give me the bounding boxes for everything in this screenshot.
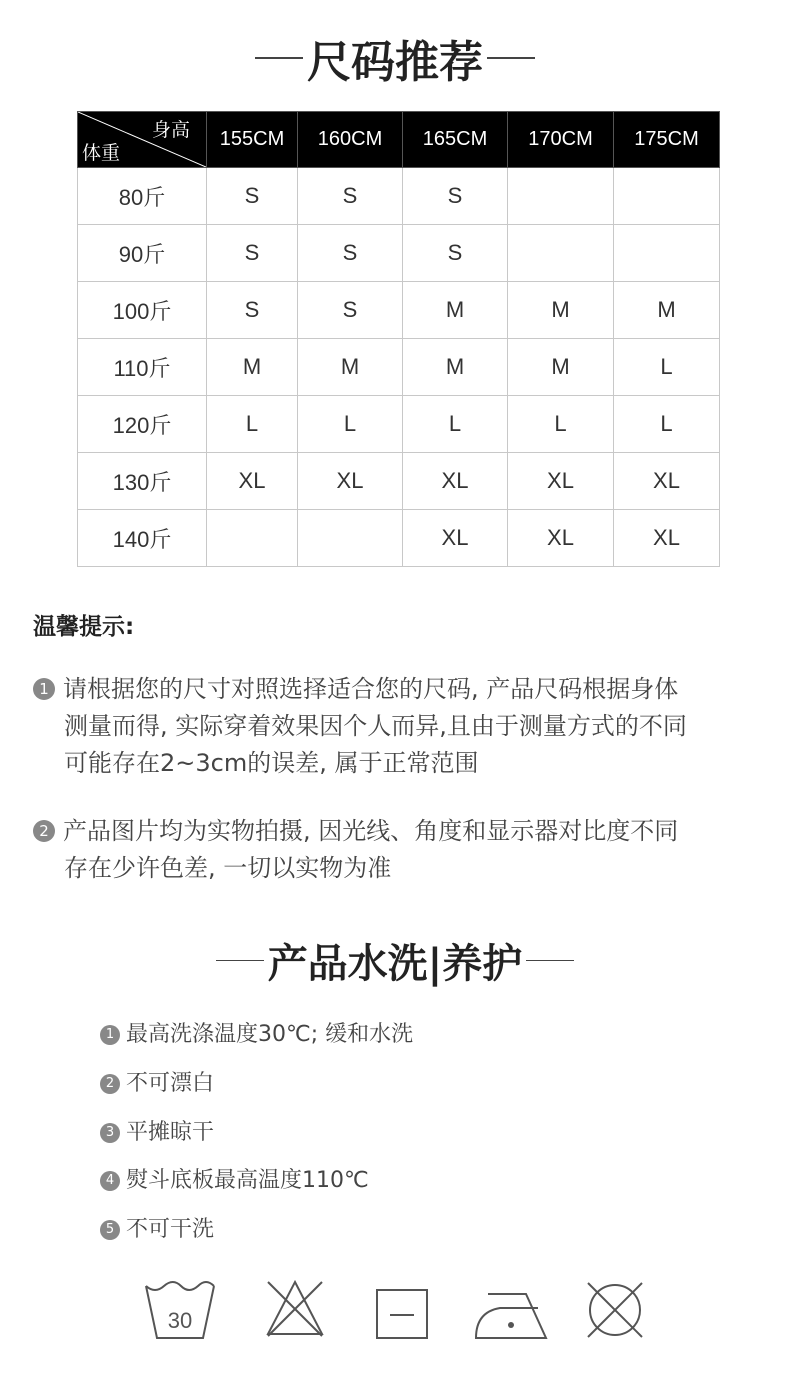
size-cell: S <box>403 168 508 225</box>
tip-line: 存在少许色差, 一切以实物为准 <box>64 854 392 882</box>
care-number-badge: 4 <box>100 1171 120 1191</box>
weight-cell: 130斤 <box>78 453 207 510</box>
tip-number-badge: 1 <box>33 678 55 700</box>
size-cell: XL <box>614 510 720 567</box>
title-left-dash <box>216 960 264 962</box>
care-text: 不可干洗 <box>126 1217 215 1242</box>
weight-cell: 80斤 <box>78 168 207 225</box>
table-row <box>78 510 720 567</box>
size-cell <box>614 225 720 282</box>
size-cell: M <box>298 339 403 396</box>
size-cell: M <box>403 282 508 339</box>
size-cell: L <box>298 396 403 453</box>
height-header: 160CM <box>298 112 403 168</box>
weight-cell: 110斤 <box>78 339 207 396</box>
tip-text: 产品图片均为实物拍摄, 因光线、角度和显示器对比度不同 <box>63 817 679 845</box>
height-header: 170CM <box>508 112 614 168</box>
table-row <box>78 396 720 453</box>
wash-temperature-label: 30 <box>167 1308 193 1333</box>
iron-low-icon <box>474 1278 548 1342</box>
table-row <box>78 282 720 339</box>
care-text: 平摊晾干 <box>126 1120 215 1145</box>
wash-30-icon <box>143 1278 217 1344</box>
care-item <box>100 1163 369 1194</box>
care-text: 最高洗涤温度30℃; 缓和水洗 <box>126 1022 414 1047</box>
size-title-text: 尺码推荐 <box>307 37 483 88</box>
size-cell <box>207 510 298 567</box>
corner-weight-label: 体重 <box>82 143 121 164</box>
size-cell <box>298 510 403 567</box>
care-number-badge: 3 <box>100 1123 120 1143</box>
size-cell: XL <box>614 453 720 510</box>
care-item <box>100 1115 214 1146</box>
tip-item <box>33 813 753 887</box>
size-cell <box>508 168 614 225</box>
weight-cell: 140斤 <box>78 510 207 567</box>
size-cell: XL <box>508 510 614 567</box>
table-row <box>78 339 720 396</box>
size-cell <box>614 168 720 225</box>
size-cell: XL <box>508 453 614 510</box>
table-row <box>78 453 720 510</box>
care-item <box>100 1017 413 1048</box>
size-cell: XL <box>403 510 508 567</box>
title-right-dash <box>526 960 574 962</box>
care-text: 不可漂白 <box>126 1071 215 1096</box>
size-cell: M <box>508 282 614 339</box>
size-table <box>77 111 720 567</box>
no-dry-clean-icon <box>584 1278 646 1340</box>
tip-line: 测量而得, 实际穿着效果因个人而异,且由于测量方式的不同 <box>64 712 687 740</box>
corner-cell <box>78 112 207 168</box>
size-table-header-row <box>78 112 720 168</box>
size-cell: S <box>207 225 298 282</box>
tip-text: 请根据您的尺寸对照选择适合您的尺码, 产品尺码根据身体 <box>63 675 679 703</box>
title-left-dash <box>255 57 303 59</box>
weight-cell: 100斤 <box>78 282 207 339</box>
height-header: 165CM <box>403 112 508 168</box>
tip-line <box>33 813 753 850</box>
height-header: 175CM <box>614 112 720 168</box>
care-title <box>0 932 790 989</box>
weight-cell: 120斤 <box>78 396 207 453</box>
no-bleach-icon <box>264 1278 326 1340</box>
size-cell: L <box>508 396 614 453</box>
size-cell: L <box>614 339 720 396</box>
size-cell: S <box>207 168 298 225</box>
size-cell: M <box>207 339 298 396</box>
size-title <box>0 26 790 90</box>
weight-cell: 90斤 <box>78 225 207 282</box>
table-row <box>78 168 720 225</box>
size-cell: L <box>614 396 720 453</box>
care-number-badge: 5 <box>100 1220 120 1240</box>
table-row <box>78 225 720 282</box>
size-cell: L <box>207 396 298 453</box>
tips-title: 温馨提示: <box>33 614 135 640</box>
care-title-text: 产品水洗|养护 <box>267 941 523 987</box>
size-cell: S <box>403 225 508 282</box>
size-cell: M <box>508 339 614 396</box>
care-text: 熨斗底板最高温度110℃ <box>126 1168 369 1193</box>
care-number-badge: 2 <box>100 1074 120 1094</box>
tip-line <box>33 671 753 708</box>
title-right-dash <box>487 57 535 59</box>
height-header: 155CM <box>207 112 298 168</box>
tip-line: 可能存在2~3cm的误差, 属于正常范围 <box>64 749 479 777</box>
size-cell: S <box>298 225 403 282</box>
corner-height-label: 身高 <box>151 120 190 141</box>
size-cell: M <box>614 282 720 339</box>
size-cell: S <box>298 282 403 339</box>
care-item <box>100 1212 214 1243</box>
dry-flat-icon <box>374 1278 430 1340</box>
size-cell: M <box>403 339 508 396</box>
care-number-badge: 1 <box>100 1025 120 1045</box>
size-cell: XL <box>207 453 298 510</box>
size-cell: XL <box>298 453 403 510</box>
size-cell: S <box>298 168 403 225</box>
tip-number-badge: 2 <box>33 820 55 842</box>
size-cell: S <box>207 282 298 339</box>
care-item <box>100 1066 214 1097</box>
size-cell: XL <box>403 453 508 510</box>
tip-item <box>33 671 753 782</box>
size-cell <box>508 225 614 282</box>
size-cell: L <box>403 396 508 453</box>
